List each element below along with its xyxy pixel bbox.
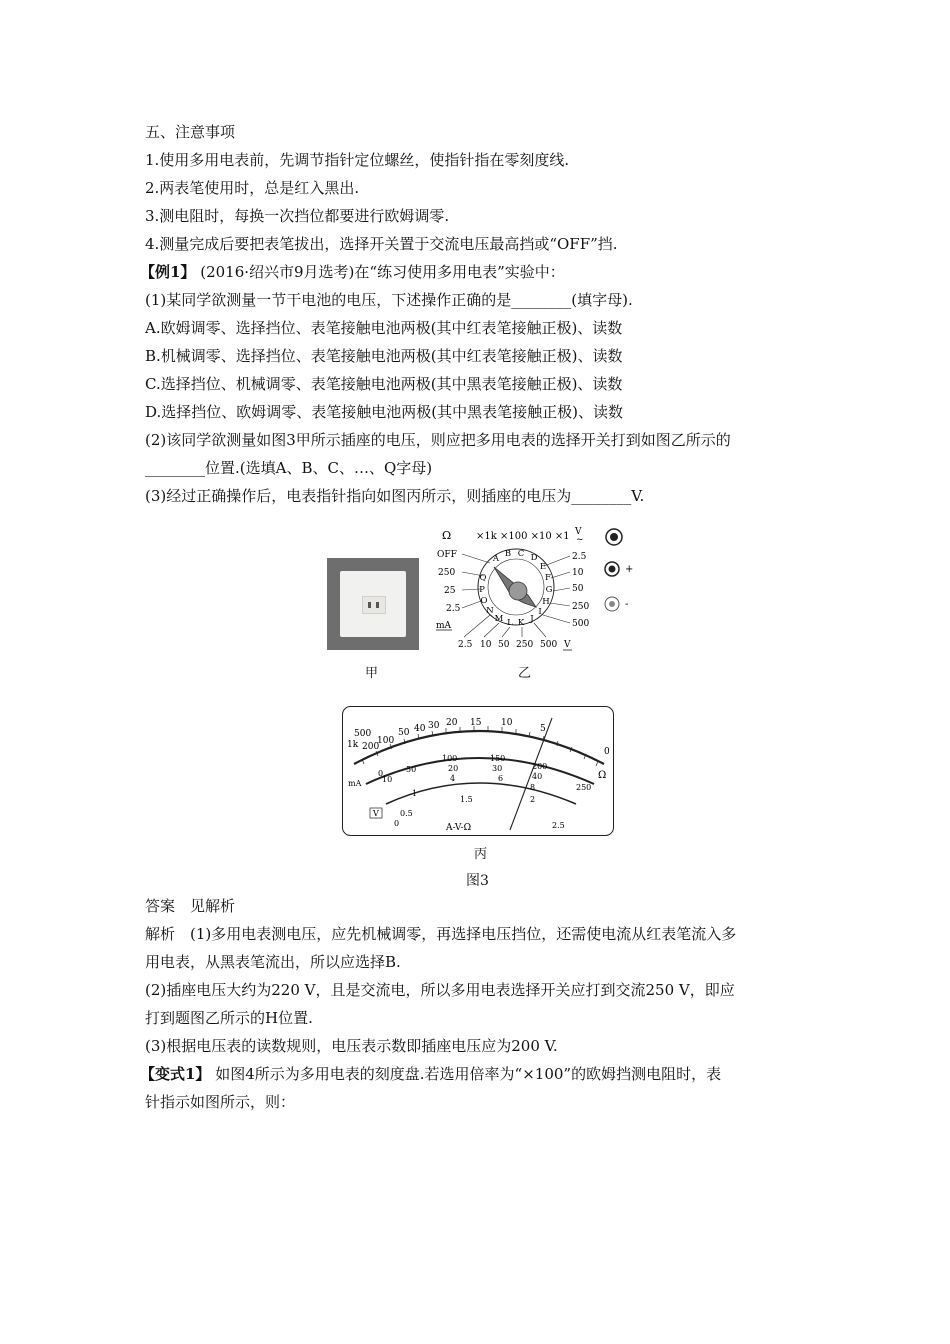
dial-letter-b: B — [504, 549, 512, 559]
dial-right-250: 250 — [572, 602, 590, 612]
dial-letter-n: N — [486, 606, 494, 616]
dial-letter-e: E — [539, 562, 547, 572]
dial-letter-a: A — [492, 554, 500, 564]
note-item-3: 3.测电阻时，每换一次挡位都要进行欧姆调零. — [145, 207, 450, 225]
dial-letter-k: K — [517, 618, 525, 628]
avo-label: A-V-Ω — [446, 823, 472, 833]
jack-plus: + — [625, 564, 634, 575]
dc-50: 50 — [406, 765, 417, 774]
dial-omega: Ω — [442, 529, 452, 542]
dc-150: 150 — [490, 754, 506, 763]
socket-photo — [327, 558, 419, 650]
question-2a: (2)该同学欲测量如图3甲所示插座的电压，则应把多用电表的选择开关打到如图乙所示的 — [145, 431, 731, 449]
ohm-200: 200 — [362, 742, 380, 752]
dial-ranges-top: ×1k ×100 ×10 ×1 — [476, 531, 570, 542]
dial-bottom-50: 50 — [498, 640, 510, 650]
jack-minus: - — [625, 599, 629, 610]
low-2-5: 2.5 — [552, 821, 565, 830]
dial-bottom-10: 10 — [480, 640, 492, 650]
section-title: 五、注意事项 — [145, 123, 236, 141]
option-c: C.选择挡位、机械调零、表笔接触电池两极(其中黑表笔接触正极)、读数 — [145, 375, 623, 393]
low-0: 0 — [394, 819, 400, 828]
ohm-500: 500 — [354, 729, 372, 739]
dc-100: 100 — [442, 754, 458, 763]
analysis-3: (3)根据电压表的读数规则，电压表示数即插座电压应为200 V. — [145, 1037, 558, 1055]
dial-letter-p: P — [479, 585, 485, 595]
dial-letter-j: J — [530, 614, 534, 624]
question-2b: ________位置.(选填A、B、C、…、Q字母) — [145, 459, 433, 477]
dial-right-500: 500 — [572, 619, 590, 629]
label-bing: 丙 — [474, 847, 488, 862]
dial-letter-h: H — [542, 597, 550, 607]
option-d: D.选择挡位、欧姆调零、表笔接触电池两极(其中黑表笔接触正极)、读数 — [145, 403, 623, 421]
dial-letter-f: F — [545, 573, 551, 583]
dial-bottom-500: 500 — [540, 640, 558, 650]
dc-0: 0 — [378, 769, 384, 778]
mid-6: 6 — [498, 774, 504, 783]
ohm-5: 5 — [540, 724, 546, 734]
dial-bottom-2-5: 2.5 — [458, 640, 473, 650]
question-1: (1)某同学欲测量一节干电池的电压，下述操作正确的是________(填字母). — [145, 291, 633, 309]
dial-letter-c: C — [517, 549, 525, 559]
meter-face-figure — [342, 706, 614, 836]
option-b: B.机械调零、选择挡位、表笔接触电池两极(其中红表笔接触正极)、读数 — [145, 347, 623, 365]
ohm-15: 15 — [470, 718, 482, 728]
dial-left-25: 25 — [444, 586, 456, 596]
analysis-1a: 解析 (1)多用电表测电压，应先机械调零，再选择电压挡位，还需使电流从红表笔流入多 — [145, 925, 737, 943]
low-1: 1 — [412, 789, 418, 798]
dial-letter-d: D — [530, 553, 538, 563]
ohm-10: 10 — [501, 718, 513, 728]
ohm-20: 20 — [446, 718, 458, 728]
analysis-2a: (2)插座电压大约为220 V，且是交流电，所以多用电表选择开关应打到交流250 V，即应 — [145, 981, 735, 999]
dial-left-2-5: 2.5 — [446, 604, 461, 614]
ohm-1k: 1k — [347, 740, 359, 750]
low-0-5: 0.5 — [400, 809, 413, 818]
selector-dial-figure — [432, 525, 642, 660]
variant-text-b: 针指示如图所示，则： — [145, 1093, 296, 1111]
note-item-2: 2.两表笔使用时，总是红入黑出. — [145, 179, 360, 197]
example-line — [140, 262, 565, 282]
dial-tilde: ~ — [576, 535, 584, 545]
question-3: (3)经过正确操作后，电表指针指向如图丙所示，则插座的电压为________V. — [145, 487, 645, 505]
ma-label: mA — [348, 779, 362, 788]
vol-40: 40 — [532, 772, 543, 781]
mid-20: 20 — [448, 764, 459, 773]
dial-letter-i: I — [538, 607, 542, 617]
v-label: V — [373, 809, 379, 818]
option-a: A.欧姆调零、选择挡位、表笔接触电池两极(其中红表笔接触正极)、读数 — [145, 319, 623, 337]
ohm-50: 50 — [398, 728, 410, 738]
variant-line — [140, 1064, 721, 1084]
ohm-0: 0 — [604, 747, 610, 757]
dial-right-50: 50 — [572, 584, 584, 594]
vol-30: 30 — [492, 764, 503, 773]
dial-letter-m: M — [494, 614, 504, 624]
low-2: 2 — [530, 795, 536, 804]
variant-text-a: 如图4所示为多用电表的刻度盘.若选用倍率为“×100”的欧姆挡测电阻时，表 — [215, 1065, 722, 1083]
dc-10: 10 — [382, 775, 393, 784]
ohm-40: 40 — [414, 724, 426, 734]
analysis-1b: 用电表，从黑表笔流出，所以应选择B. — [145, 953, 401, 971]
dial-v-dc: V — [564, 640, 571, 650]
ohm-unit: Ω — [598, 770, 607, 781]
dial-right-10: 10 — [572, 568, 584, 578]
dial-v-ac: V — [575, 527, 582, 537]
variant-tag: 【变式1】 — [140, 1065, 211, 1083]
note-item-1: 1.使用多用电表前，先调节指针定位螺丝，使指针指在零刻度线. — [145, 151, 570, 169]
dial-letter-g: G — [545, 585, 553, 595]
dial-right-2-5: 2.5 — [572, 552, 587, 562]
example-intro: (2016·绍兴市9月选考)在“练习使用多用电表”实验中： — [200, 263, 565, 281]
dial-left-250: 250 — [438, 568, 456, 578]
low-1-5: 1.5 — [460, 795, 473, 804]
socket-plate — [340, 571, 406, 637]
dial-ma: mA — [436, 621, 452, 631]
dial-bottom-250: 250 — [516, 640, 534, 650]
dial-letter-o: O — [480, 596, 488, 606]
label-jia: 甲 — [365, 666, 379, 681]
dial-letter-q: Q — [479, 573, 487, 583]
socket-outlet — [362, 596, 386, 614]
note-item-4: 4.测量完成后要把表笔拔出，选择开关置于交流电压最高挡或“OFF”挡. — [145, 235, 618, 253]
dc-200: 200 — [532, 762, 548, 771]
analysis-2b: 打到题图乙所示的H位置. — [145, 1009, 313, 1027]
mid-8: 8 — [530, 783, 536, 792]
ohm-100: 100 — [377, 736, 395, 746]
ohm-30: 30 — [428, 721, 440, 731]
dial-letter-l: L — [507, 618, 513, 628]
label-yi: 乙 — [518, 666, 532, 681]
figure-caption: 图3 — [466, 873, 489, 889]
mid-4: 4 — [450, 774, 456, 783]
example-tag: 【例1】 — [140, 263, 196, 281]
answer-line: 答案 见解析 — [145, 897, 236, 915]
dial-off: OFF — [437, 550, 457, 560]
dc-250: 250 — [576, 783, 592, 792]
